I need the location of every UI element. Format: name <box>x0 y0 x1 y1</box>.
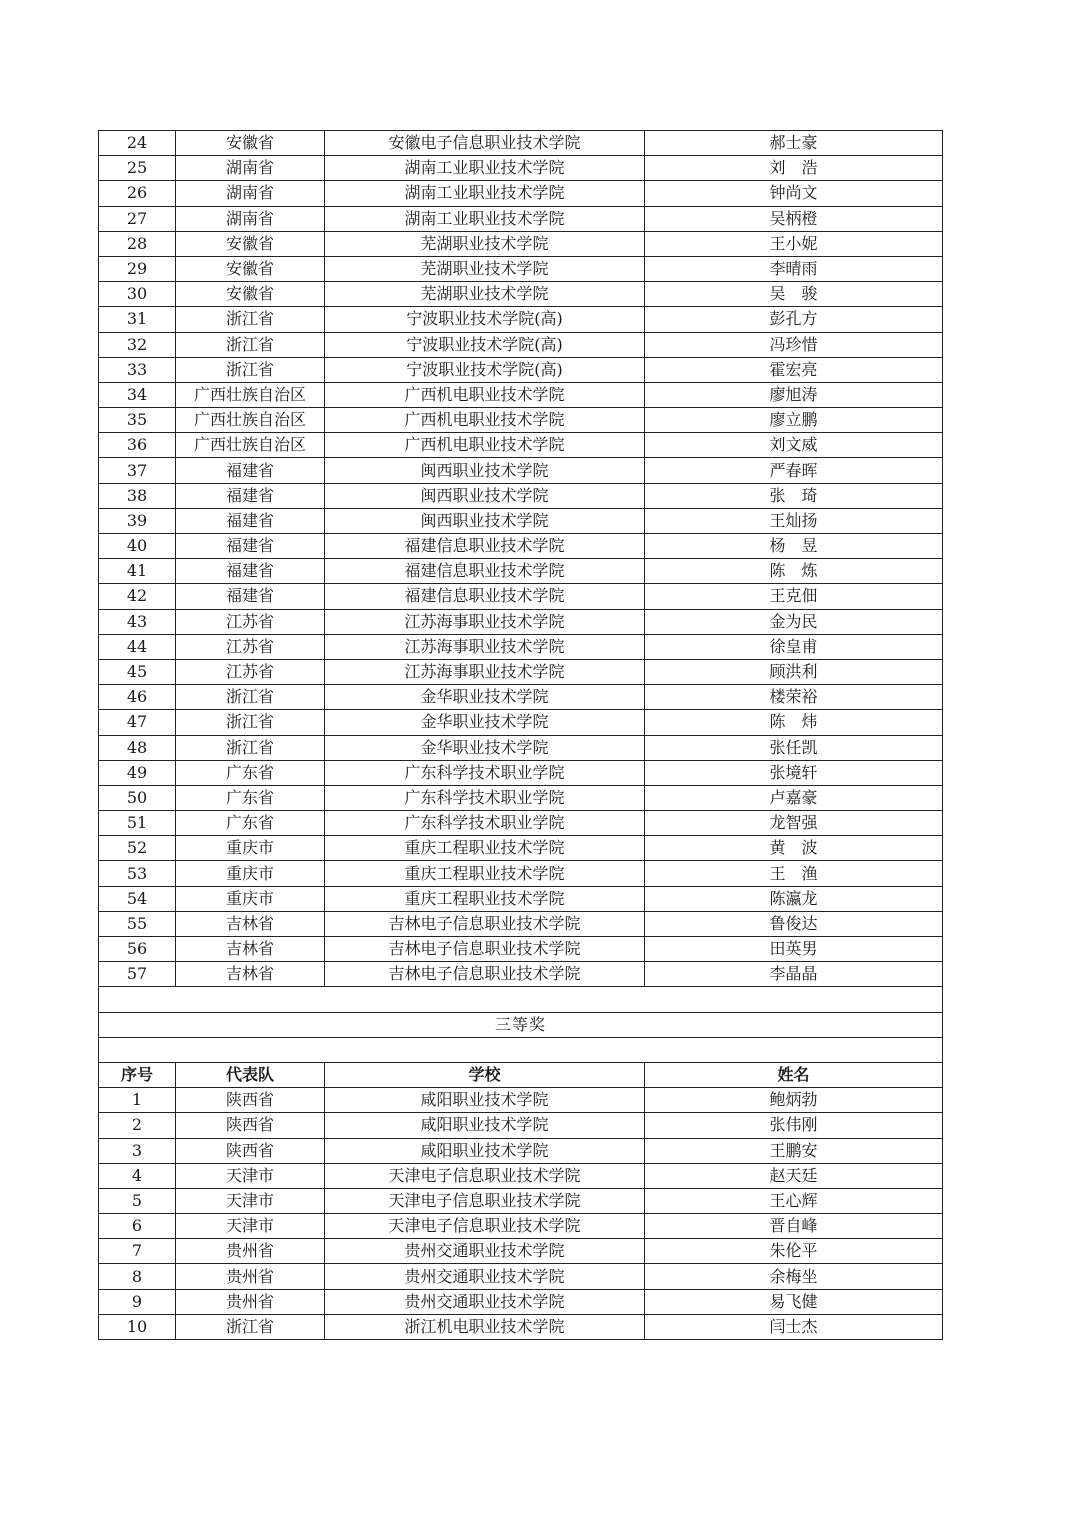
cell-name: 吴柄橙 <box>645 206 943 231</box>
cell-no: 38 <box>99 483 176 508</box>
table-row <box>99 1163 943 1188</box>
cell-team: 浙江省 <box>176 685 325 710</box>
cell-name: 陈 炼 <box>645 559 943 584</box>
cell-no: 4 <box>99 1163 176 1188</box>
cell-team: 江苏省 <box>176 609 325 634</box>
cell-school: 芜湖职业技术学院 <box>325 256 645 281</box>
table-row <box>99 156 943 181</box>
cell-school: 芜湖职业技术学院 <box>325 282 645 307</box>
cell-no: 24 <box>99 131 176 156</box>
cell-no: 7 <box>99 1239 176 1264</box>
cell-no: 6 <box>99 1214 176 1239</box>
cell-school: 广东科学技术职业学院 <box>325 811 645 836</box>
table-row <box>99 1314 943 1339</box>
header-name: 姓名 <box>645 1062 943 1087</box>
table-row <box>99 609 943 634</box>
cell-name: 李晴雨 <box>645 256 943 281</box>
cell-no: 5 <box>99 1188 176 1213</box>
cell-school: 金华职业技术学院 <box>325 735 645 760</box>
cell-name: 田英男 <box>645 937 943 962</box>
cell-team: 安徽省 <box>176 131 325 156</box>
table-row <box>99 710 943 735</box>
table-row <box>99 911 943 936</box>
cell-name: 严春晖 <box>645 458 943 483</box>
cell-school: 福建信息职业技术学院 <box>325 584 645 609</box>
cell-team: 浙江省 <box>176 357 325 382</box>
table-row <box>99 256 943 281</box>
table-row <box>99 1113 943 1138</box>
cell-name: 陈 炜 <box>645 710 943 735</box>
cell-school: 江苏海事职业技术学院 <box>325 634 645 659</box>
table-row <box>99 433 943 458</box>
table-row <box>99 1088 943 1113</box>
cell-school: 安徽电子信息职业技术学院 <box>325 131 645 156</box>
cell-no: 9 <box>99 1289 176 1314</box>
cell-no: 54 <box>99 886 176 911</box>
cell-school: 湖南工业职业技术学院 <box>325 156 645 181</box>
cell-no: 32 <box>99 332 176 357</box>
cell-no: 27 <box>99 206 176 231</box>
cell-school: 吉林电子信息职业技术学院 <box>325 937 645 962</box>
table-row <box>99 408 943 433</box>
cell-school: 浙江机电职业技术学院 <box>325 1314 645 1339</box>
table-row <box>99 181 943 206</box>
cell-school: 重庆工程职业技术学院 <box>325 836 645 861</box>
cell-team: 福建省 <box>176 483 325 508</box>
cell-name: 黄 波 <box>645 836 943 861</box>
cell-school: 芜湖职业技术学院 <box>325 231 645 256</box>
cell-team: 贵州省 <box>176 1239 325 1264</box>
cell-no: 10 <box>99 1314 176 1339</box>
cell-no: 2 <box>99 1113 176 1138</box>
cell-name: 王克佃 <box>645 584 943 609</box>
table-row <box>99 534 943 559</box>
cell-name: 楼荣裕 <box>645 685 943 710</box>
table-row <box>99 559 943 584</box>
cell-name: 钟尚文 <box>645 181 943 206</box>
cell-team: 广东省 <box>176 760 325 785</box>
header-team: 代表队 <box>176 1062 325 1087</box>
table-row <box>99 307 943 332</box>
cell-school: 湖南工业职业技术学院 <box>325 206 645 231</box>
cell-team: 浙江省 <box>176 307 325 332</box>
cell-school: 闽西职业技术学院 <box>325 508 645 533</box>
cell-school: 广东科学技术职业学院 <box>325 760 645 785</box>
cell-name: 冯珍惜 <box>645 332 943 357</box>
cell-school: 贵州交通职业技术学院 <box>325 1239 645 1264</box>
table-row <box>99 685 943 710</box>
cell-no: 50 <box>99 785 176 810</box>
cell-no: 53 <box>99 861 176 886</box>
cell-team: 重庆市 <box>176 836 325 861</box>
cell-name: 陈瀛龙 <box>645 886 943 911</box>
cell-school: 广西机电职业技术学院 <box>325 382 645 407</box>
cell-team: 福建省 <box>176 584 325 609</box>
cell-no: 30 <box>99 282 176 307</box>
cell-no: 28 <box>99 231 176 256</box>
cell-name: 易飞健 <box>645 1289 943 1314</box>
cell-no: 55 <box>99 911 176 936</box>
cell-team: 重庆市 <box>176 886 325 911</box>
cell-team: 广西壮族自治区 <box>176 408 325 433</box>
cell-school: 天津电子信息职业技术学院 <box>325 1163 645 1188</box>
table-row <box>99 206 943 231</box>
table-row <box>99 886 943 911</box>
cell-team: 江苏省 <box>176 634 325 659</box>
cell-team: 贵州省 <box>176 1264 325 1289</box>
cell-no: 40 <box>99 534 176 559</box>
cell-team: 天津市 <box>176 1214 325 1239</box>
cell-school: 江苏海事职业技术学院 <box>325 659 645 684</box>
cell-name: 张 琦 <box>645 483 943 508</box>
cell-team: 广西壮族自治区 <box>176 382 325 407</box>
cell-team: 天津市 <box>176 1163 325 1188</box>
section-row <box>99 1012 943 1037</box>
table-row <box>99 584 943 609</box>
cell-team: 湖南省 <box>176 181 325 206</box>
cell-no: 35 <box>99 408 176 433</box>
cell-school: 广东科学技术职业学院 <box>325 785 645 810</box>
cell-name: 鲁俊达 <box>645 911 943 936</box>
cell-no: 44 <box>99 634 176 659</box>
cell-no: 57 <box>99 962 176 987</box>
table-row <box>99 131 943 156</box>
cell-team: 湖南省 <box>176 156 325 181</box>
table-row <box>99 811 943 836</box>
cell-name: 彭孔方 <box>645 307 943 332</box>
cell-team: 重庆市 <box>176 861 325 886</box>
cell-school: 闽西职业技术学院 <box>325 483 645 508</box>
cell-team: 浙江省 <box>176 1314 325 1339</box>
cell-name: 吴 骏 <box>645 282 943 307</box>
cell-name: 廖立鹏 <box>645 408 943 433</box>
cell-school: 贵州交通职业技术学院 <box>325 1289 645 1314</box>
cell-team: 安徽省 <box>176 256 325 281</box>
cell-school: 咸阳职业技术学院 <box>325 1088 645 1113</box>
cell-no: 52 <box>99 836 176 861</box>
cell-team: 浙江省 <box>176 735 325 760</box>
cell-team: 吉林省 <box>176 962 325 987</box>
table-row <box>99 634 943 659</box>
award-table <box>98 130 943 1340</box>
cell-team: 陕西省 <box>176 1113 325 1138</box>
table-row <box>99 1138 943 1163</box>
cell-no: 56 <box>99 937 176 962</box>
cell-team: 湖南省 <box>176 206 325 231</box>
table-row <box>99 508 943 533</box>
cell-team: 广东省 <box>176 811 325 836</box>
cell-no: 34 <box>99 382 176 407</box>
table-row <box>99 282 943 307</box>
cell-school: 福建信息职业技术学院 <box>325 534 645 559</box>
cell-team: 江苏省 <box>176 659 325 684</box>
cell-name: 王鹏安 <box>645 1138 943 1163</box>
header-school: 学校 <box>325 1062 645 1087</box>
cell-name: 李晶晶 <box>645 962 943 987</box>
cell-team: 吉林省 <box>176 937 325 962</box>
table-row <box>99 382 943 407</box>
cell-school: 咸阳职业技术学院 <box>325 1113 645 1138</box>
cell-name: 徐皇甫 <box>645 634 943 659</box>
cell-school: 宁波职业技术学院(高) <box>325 332 645 357</box>
cell-school: 宁波职业技术学院(高) <box>325 357 645 382</box>
cell-no: 48 <box>99 735 176 760</box>
table-row <box>99 1214 943 1239</box>
cell-name: 王灿扬 <box>645 508 943 533</box>
cell-school: 江苏海事职业技术学院 <box>325 609 645 634</box>
blank-row <box>99 987 943 1012</box>
table-row <box>99 962 943 987</box>
cell-no: 33 <box>99 357 176 382</box>
table-row <box>99 735 943 760</box>
cell-school: 闽西职业技术学院 <box>325 458 645 483</box>
cell-no: 36 <box>99 433 176 458</box>
cell-no: 51 <box>99 811 176 836</box>
cell-school: 福建信息职业技术学院 <box>325 559 645 584</box>
cell-name: 廖旭涛 <box>645 382 943 407</box>
cell-team: 福建省 <box>176 534 325 559</box>
cell-school: 广西机电职业技术学院 <box>325 433 645 458</box>
third-prize-rows <box>99 1088 943 1340</box>
cell-team: 广东省 <box>176 785 325 810</box>
cell-name: 霍宏亮 <box>645 357 943 382</box>
cell-team: 福建省 <box>176 559 325 584</box>
cell-school: 天津电子信息职业技术学院 <box>325 1214 645 1239</box>
cell-no: 25 <box>99 156 176 181</box>
cell-team: 陕西省 <box>176 1088 325 1113</box>
cell-no: 8 <box>99 1264 176 1289</box>
cell-school: 贵州交通职业技术学院 <box>325 1264 645 1289</box>
cell-name: 王心辉 <box>645 1188 943 1213</box>
table-row <box>99 1289 943 1314</box>
table-row <box>99 458 943 483</box>
table-row <box>99 836 943 861</box>
second-prize-rows <box>99 131 943 987</box>
cell-name: 王 渔 <box>645 861 943 886</box>
cell-no: 46 <box>99 685 176 710</box>
table-row <box>99 785 943 810</box>
blank-row <box>99 1037 943 1062</box>
cell-school: 咸阳职业技术学院 <box>325 1138 645 1163</box>
cell-name: 张伟刚 <box>645 1113 943 1138</box>
cell-no: 29 <box>99 256 176 281</box>
cell-no: 47 <box>99 710 176 735</box>
table-row <box>99 483 943 508</box>
cell-no: 1 <box>99 1088 176 1113</box>
cell-name: 张境轩 <box>645 760 943 785</box>
cell-name: 刘 浩 <box>645 156 943 181</box>
cell-team: 吉林省 <box>176 911 325 936</box>
cell-team: 浙江省 <box>176 332 325 357</box>
cell-school: 金华职业技术学院 <box>325 685 645 710</box>
table-row <box>99 1264 943 1289</box>
cell-name: 郝士豪 <box>645 131 943 156</box>
cell-school: 吉林电子信息职业技术学院 <box>325 911 645 936</box>
cell-no: 39 <box>99 508 176 533</box>
cell-no: 49 <box>99 760 176 785</box>
cell-name: 赵天廷 <box>645 1163 943 1188</box>
cell-name: 金为民 <box>645 609 943 634</box>
table-row <box>99 332 943 357</box>
cell-name: 晋自峰 <box>645 1214 943 1239</box>
cell-name: 龙智强 <box>645 811 943 836</box>
cell-team: 安徽省 <box>176 282 325 307</box>
table-row <box>99 937 943 962</box>
cell-school: 金华职业技术学院 <box>325 710 645 735</box>
section-title: 三等奖 <box>99 1012 943 1037</box>
cell-name: 闫士杰 <box>645 1314 943 1339</box>
cell-school: 湖南工业职业技术学院 <box>325 181 645 206</box>
cell-no: 26 <box>99 181 176 206</box>
cell-name: 杨 昱 <box>645 534 943 559</box>
cell-team: 天津市 <box>176 1188 325 1213</box>
cell-school: 重庆工程职业技术学院 <box>325 886 645 911</box>
cell-team: 广西壮族自治区 <box>176 433 325 458</box>
cell-name: 鲍炳勃 <box>645 1088 943 1113</box>
cell-team: 浙江省 <box>176 710 325 735</box>
cell-name: 余梅坐 <box>645 1264 943 1289</box>
cell-school: 广西机电职业技术学院 <box>325 408 645 433</box>
cell-name: 王小妮 <box>645 231 943 256</box>
cell-team: 福建省 <box>176 458 325 483</box>
table-row <box>99 1188 943 1213</box>
cell-name: 张任凯 <box>645 735 943 760</box>
header-row <box>99 1062 943 1087</box>
cell-no: 31 <box>99 307 176 332</box>
cell-name: 刘文威 <box>645 433 943 458</box>
cell-no: 41 <box>99 559 176 584</box>
cell-school: 宁波职业技术学院(高) <box>325 307 645 332</box>
cell-team: 陕西省 <box>176 1138 325 1163</box>
cell-team: 安徽省 <box>176 231 325 256</box>
cell-no: 43 <box>99 609 176 634</box>
cell-team: 福建省 <box>176 508 325 533</box>
table-row <box>99 357 943 382</box>
table-row <box>99 861 943 886</box>
cell-school: 吉林电子信息职业技术学院 <box>325 962 645 987</box>
cell-name: 顾洪利 <box>645 659 943 684</box>
cell-no: 42 <box>99 584 176 609</box>
table-row <box>99 231 943 256</box>
cell-no: 45 <box>99 659 176 684</box>
cell-no: 37 <box>99 458 176 483</box>
cell-team: 贵州省 <box>176 1289 325 1314</box>
cell-no: 3 <box>99 1138 176 1163</box>
table-row <box>99 760 943 785</box>
cell-school: 天津电子信息职业技术学院 <box>325 1188 645 1213</box>
cell-name: 朱伦平 <box>645 1239 943 1264</box>
header-no: 序号 <box>99 1062 176 1087</box>
cell-name: 卢嘉豪 <box>645 785 943 810</box>
section-block <box>99 987 943 1088</box>
table-row <box>99 1239 943 1264</box>
table-row <box>99 659 943 684</box>
cell-school: 重庆工程职业技术学院 <box>325 861 645 886</box>
